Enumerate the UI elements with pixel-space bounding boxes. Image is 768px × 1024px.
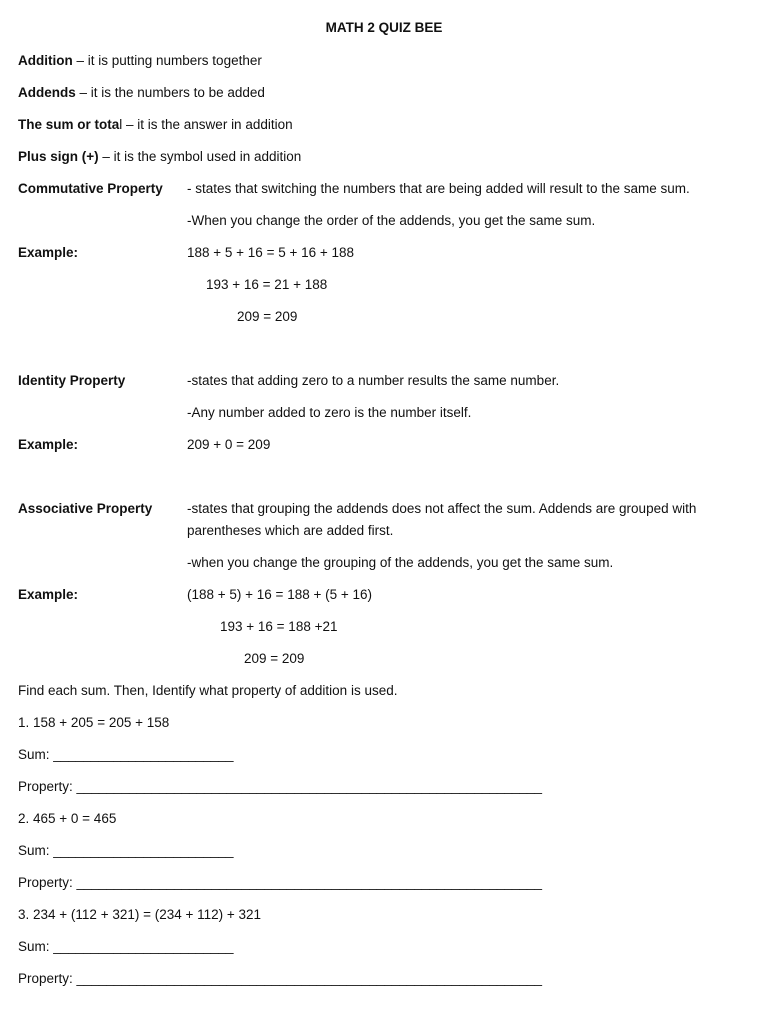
page-title: MATH 2 QUIZ BEE [325, 20, 443, 35]
identity-heading: Identity Property [18, 373, 126, 388]
commutative-desc-2: -When you change the order of the addends, you get the same sum. [187, 213, 596, 228]
question-3-property-blank[interactable]: Property: ______________________________________________________________ [18, 971, 543, 986]
definition-text: it is the symbol used in addition [113, 149, 302, 164]
question-2-property-blank[interactable]: Property: ______________________________________________________________ [18, 875, 543, 890]
instructions: Find each sum. Then, Identify what property of addition is used. [18, 683, 398, 698]
associative-heading: Associative Property [18, 501, 153, 516]
definition-sum [18, 116, 293, 134]
question-2-problem: 2. 465 + 0 = 465 [18, 811, 117, 826]
identity-desc-2: -Any number added to zero is the number itself. [187, 405, 472, 420]
commutative-heading: Commutative Property [18, 181, 163, 196]
term: Plus sign (+) [18, 149, 99, 164]
question-3-problem: 3. 234 + (112 + 321) = (234 + 112) + 321 [18, 907, 262, 922]
commutative-example-3: 209 = 209 [237, 309, 298, 324]
term: The sum or tota [18, 117, 120, 132]
commutative-example-2: 193 + 16 = 21 + 188 [206, 277, 328, 292]
identity-desc-1: -states that adding zero to a number results the same number. [187, 373, 560, 388]
question-1-property-blank[interactable]: Property: ______________________________________________________________ [18, 779, 543, 794]
associative-example-3: 209 = 209 [244, 651, 305, 666]
question-1-problem: 1. 158 + 205 = 205 + 158 [18, 715, 170, 730]
associative-example-1: (188 + 5) + 16 = 188 + (5 + 16) [187, 587, 373, 602]
definition-text: l – it is the answer in addition [119, 117, 293, 132]
question-1-sum-blank[interactable]: Sum: ________________________ [18, 747, 234, 762]
associative-example-label: Example: [18, 587, 79, 602]
associative-example-2: 193 + 16 = 188 +21 [220, 619, 338, 634]
definition-text: it is the numbers to be added [90, 85, 265, 100]
definition-plus-sign [18, 148, 301, 166]
term: Addition [18, 53, 73, 68]
associative-desc-1: -states that grouping the addends does not affect the sum. Addends are grouped with parentheses which are added first. [187, 501, 697, 538]
identity-example-1: 209 + 0 = 209 [187, 437, 271, 452]
separator: – [98, 149, 114, 164]
question-2-sum-blank[interactable]: Sum: ________________________ [18, 843, 234, 858]
associative-desc-2: -when you change the grouping of the addends, you get the same sum. [187, 555, 614, 570]
separator: – [72, 53, 88, 68]
commutative-desc-1: - states that switching the numbers that are being added will result to the same sum. [187, 181, 690, 196]
definition-text: it is putting numbers together [87, 53, 262, 68]
commutative-example-label: Example: [18, 245, 79, 260]
question-3-sum-blank[interactable]: Sum: ________________________ [18, 939, 234, 954]
definition-addition [18, 52, 262, 70]
identity-example-label: Example: [18, 437, 79, 452]
term: Addends [18, 85, 76, 100]
definition-addends [18, 84, 265, 102]
commutative-example-1: 188 + 5 + 16 = 5 + 16 + 188 [187, 245, 355, 260]
separator: – [75, 85, 91, 100]
